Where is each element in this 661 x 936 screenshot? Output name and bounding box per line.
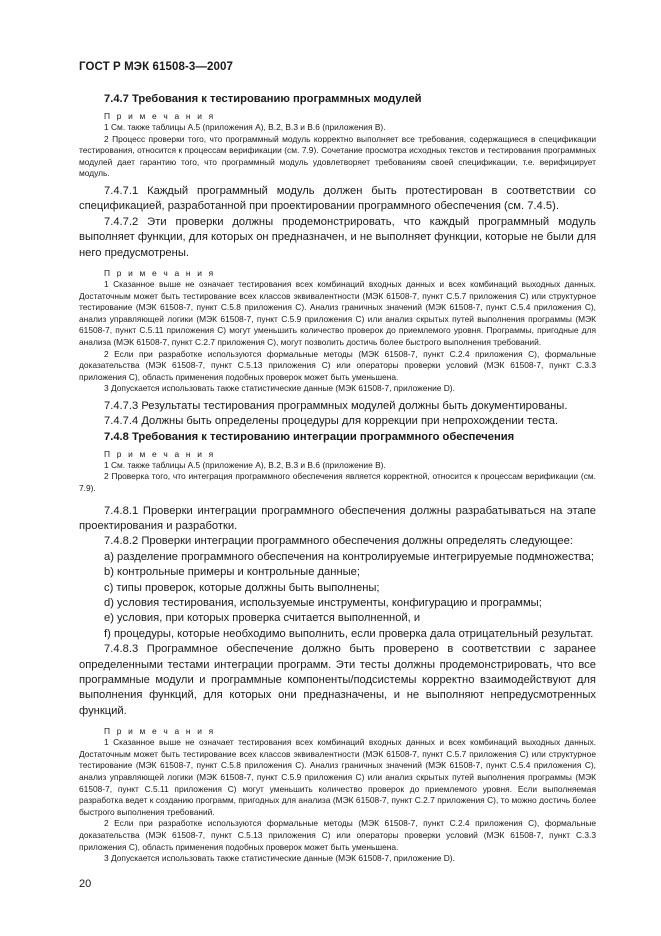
list-item: b) контрольные примеры и контрольные данные; <box>104 566 361 579</box>
paragraph-7-4-8-2: 7.4.8.2 Проверки интеграции программного обеспечения должны определять следующее: <box>104 535 573 548</box>
list-item: f) процедуры, которые необходимо выполнить, если проверка дала отрицательный результат. <box>104 627 594 640</box>
note-paragraph: 1 Сказанное выше не означает тестирования всех комбинаций входных данных и всех комбинаций выходных данных. Достаточным может быть тестирование всех классов эквивалентности (МЭК 61508-7, пункт С.5.7 приложения С) или структурное тестирование (МЭК 61508-7, пункт С.5.8 приложения С). Анализ граничных значений (МЭК 61508-7, пункт С.5.4 приложения С), анализ управляющей логики (МЭК 61508-7, пункт С.5.9 приложения С) или анализ скрытых путей выполнения программы (МЭК 61508-7, пункт С.5.11 приложения С) могут уменьшить количество проверок до приемлемого уровня. Если выполняемая разработка ведет к созданию программ, пригодных для анализа (МЭК 61508-7, пункт С.2.7 приложения С), то можно достичь более быстрого выполнения требований. <box>79 737 596 817</box>
notes-title: П р и м е ч а н и я <box>104 726 216 737</box>
document-code-header: ГОСТ Р МЭК 61508-3—2007 <box>79 61 233 73</box>
paragraph-7-4-8-1: 7.4.8.1 Проверки интеграции программного обеспечения должны разрабатываться на этапе проектирования и разработки. <box>79 504 596 532</box>
list-item: а) разделение программного обеспечения на контролируемые интегрируемые подмножества; <box>104 550 595 563</box>
paragraph-7-4-7-1: 7.4.7.1 Каждый программный модуль должен быть протестирован в соответствии со спецификацией, разработанной при проектировании программного обеспечения (см. 7.4.5). <box>79 184 596 213</box>
list-item: е) условия, при которых проверка считается выполненной, и <box>104 612 421 625</box>
notes-title: П р и м е ч а н и я <box>104 448 216 459</box>
paragraph-7-4-7-2: 7.4.7.2 Эти проверки должны продемонстрировать, что каждый программный модуль выполняет функции, для которых он предназначен, и не выполняет функции, которые не были для него предусмотрены. <box>79 215 596 259</box>
note-paragraph: 3 Допускается использовать также статистические данные (МЭК 61508-7, приложение D). <box>104 853 455 864</box>
list-item: d) условия тестирования, используемые инструменты, конфигурацию и программы; <box>104 596 542 609</box>
page-number: 20 <box>79 878 92 890</box>
paragraph-7-4-7-4: 7.4.7.4 Должны быть определены процедуры для коррекции при непрохождении теста. <box>104 415 559 428</box>
page-content <box>79 92 596 865</box>
notes-title: П р и м е ч а н и я <box>104 268 216 278</box>
note-paragraph: 2 Процесс проверки того, что программный модуль корректно выполняет все требования, содержащиеся в спецификации тестирования, относится к процессам верификации (см. 7.9). Сочетание просмотра исходных текстов и тестирования программных модулей дает гарантию того, что программный модуль удовлетворяет требованиям своей спецификации, т.е. верифицирует модуль. <box>79 133 596 179</box>
paragraph-7-4-8-3: 7.4.8.3 Программное обеспечение должно быть проверено в соответствии с заранее определенными тестами интеграции программ. Эти тесты должны продемонстрировать, что все программные модули и программные компоненты/подсистемы корректно взаимодействуют для выполнения функций, для которых они предназначены, и не выполняют непредусмотренных функций. <box>79 643 596 717</box>
list-item: с) типы проверок, которые должны быть выполнены; <box>104 581 380 594</box>
note-paragraph: 2 Проверка того, что интеграция программного обеспечения является корректной, относится к процессам верификации (см. 7.9). <box>79 471 596 493</box>
note-paragraph: 3 Допускается использовать также статистические данные (МЭК 61508-7, приложение D). <box>104 383 455 394</box>
note-paragraph: 2 Если при разработке используются формальные методы (МЭК 61508-7, пункт С.2.4 приложения С), формальные доказательства (МЭК 61508-7, пункт С.5.13 приложения С) или операторы проверки условий (МЭК 61508-7, пункт С.3.3 приложения С), область применения подобных проверок может быть уменьшена. <box>79 348 596 382</box>
note-paragraph: 2 Если при разработке используются формальные методы (МЭК 61508-7, пункт С.2.4 приложения С), формальные доказательства (МЭК 61508-7, пункт С.5.13 приложения С) или операторы проверки условий (МЭК 61508-7, пункт С.3.3 приложения С), область применения подобных проверок может быть уменьшена. <box>79 818 596 852</box>
note-paragraph: 1 См. также таблицы А.5 (приложения А), В.2, В.3 и В.6 (приложения В). <box>104 122 386 132</box>
section-heading-7-4-7: 7.4.7 Требования к тестированию программных модулей <box>104 93 422 105</box>
section-heading-7-4-8: 7.4.8 Требования к тестированию интеграции программного обеспечения <box>104 430 515 443</box>
note-paragraph: 1 Сказанное выше не означает тестирования всех комбинаций входных данных и всех комбинаций выходных данных. Достаточным может быть тестирование всех классов эквивалентности (МЭК 61508-7, пункт С.5.7 приложения С) или структурное тестирование (МЭК 61508-7, пункт С.5.8 приложения С). Анализ граничных значений (МЭК 61508-7, пункт С.5.4 приложения С), анализ управляющей логики (МЭК 61508-7, пункт С.5.9 приложения С) или анализ скрытых путей выполнения программы (МЭК 61508-7, пункт С.5.11 приложения С) могут уменьшить количество проверок до приемлемого уровня. Программы, пригодные для анализа (МЭК 61508-7, пункт С.2.7 приложения С), могут позволить достичь более быстрого выполнения требований. <box>79 279 596 347</box>
paragraph-7-4-7-3: 7.4.7.3 Результаты тестирования программных модулей должны быть документированы. <box>104 399 568 412</box>
note-paragraph: 1 См. также таблицы А.5 (приложение А), В.2, В.3 и В.6 (приложение В). <box>104 459 386 470</box>
notes-title: П р и м е ч а н и я <box>104 111 216 121</box>
